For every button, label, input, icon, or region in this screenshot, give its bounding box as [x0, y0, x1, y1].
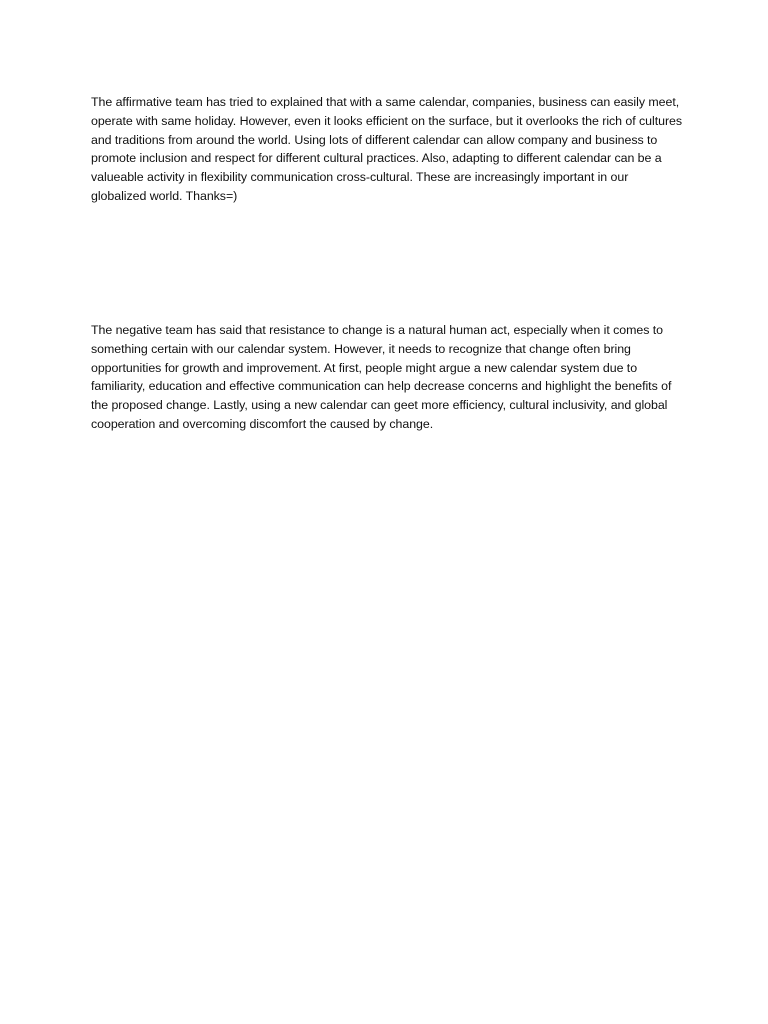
paragraph-affirmative-rebuttal: The affirmative team has tried to explained that with a same calendar, companies, business can easily meet, operate with same holiday. However, even it looks efficient on the surface, but it overlooks the rich of cultures and traditions from around the world. Using lots of different calendar can allow company and business to promote inclusion and respect for different cultural practices. Also, adapting to different calendar can be a valueable activity in flexibility communication cross-cultural. These are increasingly important in our globalized world. Thanks=)	[91, 95, 683, 203]
paragraph-negative-rebuttal: The negative team has said that resistance to change is a natural human act, especially when it comes to something certain with our calendar system. However, it needs to recognize that change often bring opportunities for growth and improvement. At first, people might argue a new calendar system due to familiarity, education and effective communication can help decrease concerns and highlight the benefits of the proposed change. Lastly, using a new calendar can geet more efficiency, cultural inclusivity, and global cooperation and overcoming discomfort the caused by change.	[91, 323, 672, 431]
